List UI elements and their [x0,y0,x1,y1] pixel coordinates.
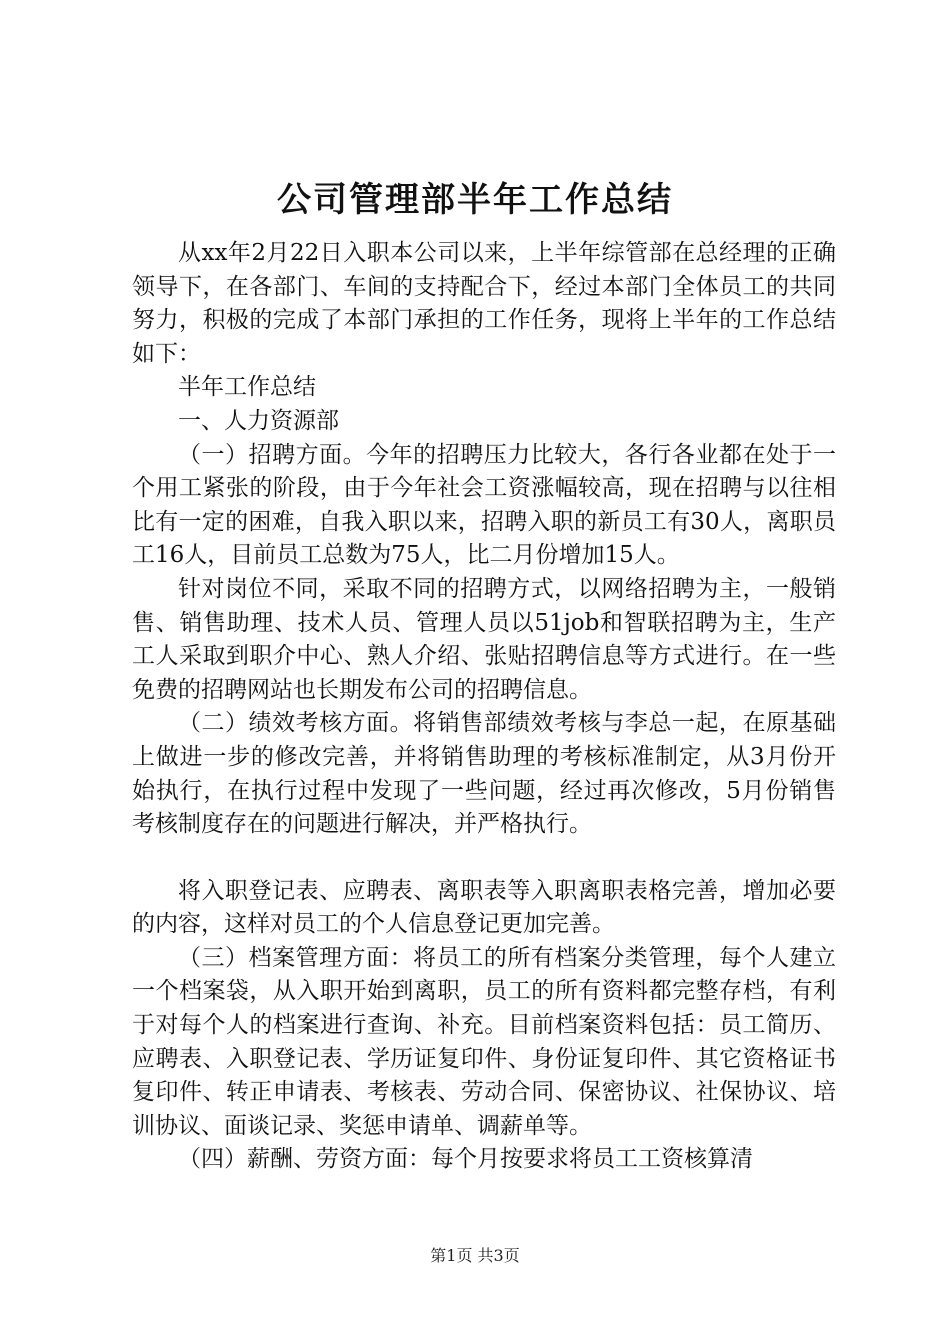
paragraph-recruitment-methods: 针对岗位不同，采取不同的招聘方式，以网络招聘为主，一般销售、销售助理、技术人员、管理人员以51job和智联招聘为主，生产工人采取到职介中心、熟人介绍、张贴招聘信息等方式进行。在一些免费的招聘网站也长期发布公司的招聘信息。 [132,575,836,703]
paragraph-intro: 从xx年2月22日入职本公司以来，上半年综管部在总经理的正确领导下，在各部门、车间的支持配合下，经过本部门全体员工的共同努力，积极的完成了本部门承担的工作任务，现将上半年的工作总结如下： [132,240,836,367]
paragraph-recruitment: （一）招聘方面。今年的招聘压力比较大，各行各业都在处于一个用工紧张的阶段，由于今年社会工资涨幅较高，现在招聘与以往相比有一定的困难，自我入职以来，招聘入职的新员工有30人，离职员工16人，目前员工总数为75人，比二月份增加15人。 [132,441,836,569]
paragraph-heading-summary: 半年工作总结 [178,374,316,401]
paragraph-archives: （三）档案管理方面：将员工的所有档案分类管理，每个人建立一个档案袋，从入职开始到离职，员工的所有资料都完整存档，有利于对每个人的档案进行查询、补充。目前档案资料包括：员工简历、应聘表、入职登记表、学历证复印件、身份证复印件、其它资格证书复印件、转正申请表、考核表、劳动合同、保密协议、社保协议、培训协议、面谈记录、奖惩申请单、调薪单等。 [132,944,836,1139]
paragraph-salary: （四）薪酬、劳资方面：每个月按要求将员工工资核算清 [178,1146,753,1173]
paragraph-forms: 将入职登记表、应聘表、离职表等入职离职表格完善，增加必要的内容，这样对员工的个人信息登记更加完善。 [132,877,836,938]
page-footer: 第1页 共3页 [430,1246,520,1265]
document-body [132,237,836,1177]
document-title: 公司管理部半年工作总结 [277,180,673,220]
paragraph-performance: （二）绩效考核方面。将销售部绩效考核与李总一起，在原基础上做进一步的修改完善，并将销售助理的考核标准制定，从3月份开始执行，在执行过程中发现了一些问题，经过再次修改，5月份销售考核制度存在的问题进行解决，并严格执行。 [132,710,836,838]
paragraph-heading-hr: 一、人力资源部 [178,407,339,434]
